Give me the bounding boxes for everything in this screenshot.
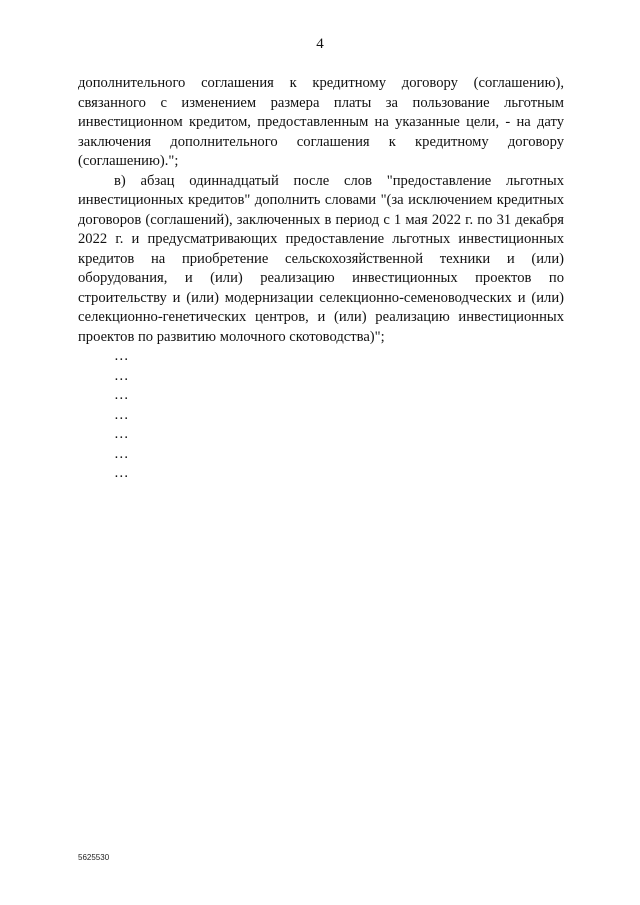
paragraph-quoted-text: … bbox=[114, 367, 129, 384]
document-code: 5625530 bbox=[78, 853, 110, 862]
paragraph-item-d: … bbox=[114, 387, 129, 403]
paragraph-quoted-subitem-b: … bbox=[114, 465, 129, 481]
paragraph-item-g: … bbox=[114, 348, 129, 364]
paragraph-item-v: в) абзац одиннадцатый после слов "предоставление льготных инвестиционных кредитов" дополнить словами "(за исключением кредитных договоров (соглашений), заключенных в период с 1 мая 2022 г. по 31 декабря 2022 г. и предусматривающих предоставление льготных инвестиционных кредитов на приобретение сельскохозяйственной техники и (или) оборудования, и (или) реализацию инвестиционных проектов по строительству и (или) модернизации селекционно-семеноводческих и (или) селекционно-генетических центров, и (или) реализацию инвестиционных проектов по развитию молочного скотоводства)"; bbox=[78, 172, 564, 345]
paragraph-continuation: дополнительного соглашения к кредитному договору (соглашению), связанного с изменением размера платы за пользование льготным инвестиционном кредитом, предоставленным на указанные цели, - на дату заключения дополнительного соглашения к кредитному договору (соглашению)."; bbox=[78, 75, 564, 169]
paragraph-point-8: … bbox=[114, 426, 129, 442]
document-body bbox=[78, 74, 564, 484]
paragraph-subitem-a: … bbox=[114, 445, 129, 462]
paragraph-point-7: … bbox=[114, 406, 129, 423]
page-number: 4 bbox=[316, 36, 324, 52]
